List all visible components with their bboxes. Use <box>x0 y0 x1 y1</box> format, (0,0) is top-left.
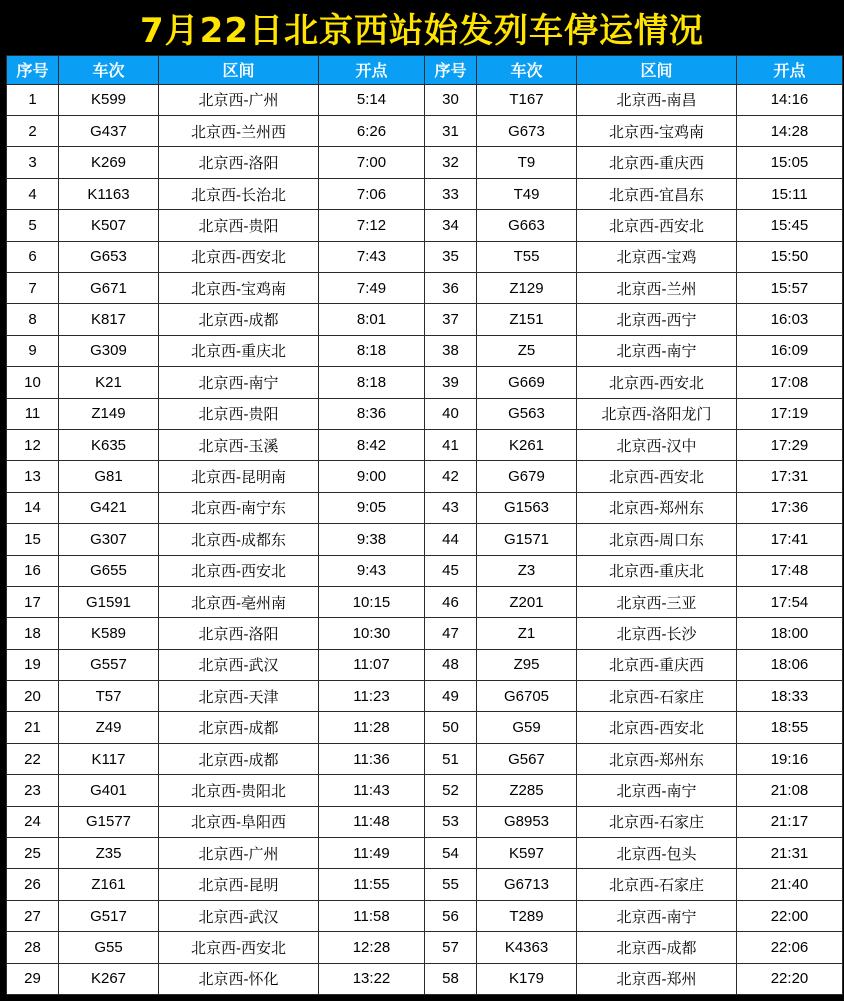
cell-route: 北京西-郑州东 <box>577 743 737 774</box>
cell-train-number: K589 <box>59 618 159 649</box>
cell-index: 34 <box>425 210 477 241</box>
cell-train-number: G655 <box>59 555 159 586</box>
cell-train-number: G1571 <box>477 524 577 555</box>
table-row <box>7 429 843 460</box>
cell-index: 40 <box>425 398 477 429</box>
cell-departure-time: 16:09 <box>737 335 843 366</box>
cell-train-number: T167 <box>477 84 577 115</box>
cell-index: 46 <box>425 586 477 617</box>
cell-departure-time: 10:30 <box>319 618 425 649</box>
cell-route: 北京西-南宁 <box>577 900 737 931</box>
cell-departure-time: 15:57 <box>737 273 843 304</box>
cell-train-number: K117 <box>59 743 159 774</box>
cell-route: 北京西-亳州南 <box>159 586 319 617</box>
cell-route: 北京西-兰州西 <box>159 116 319 147</box>
cell-train-number: K21 <box>59 367 159 398</box>
cell-train-number: K1163 <box>59 178 159 209</box>
table-row <box>7 524 843 555</box>
cell-route: 北京西-洛阳龙门 <box>577 398 737 429</box>
cell-index: 49 <box>425 681 477 712</box>
cell-departure-time: 17:08 <box>737 367 843 398</box>
cell-train-number: Z1 <box>477 618 577 649</box>
cell-route: 北京西-重庆西 <box>577 649 737 680</box>
cell-departure-time: 22:00 <box>737 900 843 931</box>
cell-index: 38 <box>425 335 477 366</box>
cell-train-number: G59 <box>477 712 577 743</box>
train-cancellation-table <box>6 55 843 995</box>
cell-route: 北京西-石家庄 <box>577 806 737 837</box>
cell-train-number: Z201 <box>477 586 577 617</box>
cell-train-number: G421 <box>59 492 159 523</box>
cell-route: 北京西-南昌 <box>577 84 737 115</box>
table-row <box>7 712 843 743</box>
cell-route: 北京西-包头 <box>577 838 737 869</box>
cell-train-number: G401 <box>59 775 159 806</box>
cell-departure-time: 18:55 <box>737 712 843 743</box>
schedule-table-container <box>0 55 844 1001</box>
cell-departure-time: 8:18 <box>319 335 425 366</box>
cell-route: 北京西-昆明 <box>159 869 319 900</box>
cell-train-number: G557 <box>59 649 159 680</box>
column-header-train-left: 车次 <box>59 55 159 84</box>
cell-index: 30 <box>425 84 477 115</box>
cell-departure-time: 17:48 <box>737 555 843 586</box>
cell-departure-time: 21:08 <box>737 775 843 806</box>
cell-departure-time: 17:36 <box>737 492 843 523</box>
table-row <box>7 618 843 649</box>
cell-departure-time: 11:58 <box>319 900 425 931</box>
cell-index: 55 <box>425 869 477 900</box>
cell-index: 54 <box>425 838 477 869</box>
cell-index: 13 <box>7 461 59 492</box>
cell-index: 42 <box>425 461 477 492</box>
cell-route: 北京西-天津 <box>159 681 319 712</box>
cell-route: 北京西-重庆北 <box>577 555 737 586</box>
cell-departure-time: 9:05 <box>319 492 425 523</box>
cell-route: 北京西-兰州 <box>577 273 737 304</box>
cell-departure-time: 17:29 <box>737 429 843 460</box>
cell-route: 北京西-广州 <box>159 84 319 115</box>
cell-departure-time: 11:23 <box>319 681 425 712</box>
cell-train-number: G309 <box>59 335 159 366</box>
cell-departure-time: 9:00 <box>319 461 425 492</box>
cell-route: 北京西-西安北 <box>577 712 737 743</box>
cell-departure-time: 8:18 <box>319 367 425 398</box>
cell-train-number: G567 <box>477 743 577 774</box>
table-row <box>7 304 843 335</box>
cell-index: 28 <box>7 932 59 963</box>
cell-train-number: Z95 <box>477 649 577 680</box>
cell-train-number: G8953 <box>477 806 577 837</box>
cell-route: 北京西-宝鸡南 <box>159 273 319 304</box>
cell-route: 北京西-贵阳北 <box>159 775 319 806</box>
cell-departure-time: 7:43 <box>319 241 425 272</box>
cell-route: 北京西-成都 <box>159 712 319 743</box>
cell-route: 北京西-石家庄 <box>577 869 737 900</box>
cell-index: 39 <box>425 367 477 398</box>
cell-departure-time: 7:06 <box>319 178 425 209</box>
cell-departure-time: 15:50 <box>737 241 843 272</box>
cell-index: 51 <box>425 743 477 774</box>
table-row <box>7 273 843 304</box>
column-header-route-right: 区间 <box>577 55 737 84</box>
cell-departure-time: 8:42 <box>319 429 425 460</box>
cell-departure-time: 12:28 <box>319 932 425 963</box>
table-header-row <box>7 55 843 84</box>
table-row <box>7 775 843 806</box>
cell-index: 48 <box>425 649 477 680</box>
cell-train-number: G1577 <box>59 806 159 837</box>
column-header-route-left: 区间 <box>159 55 319 84</box>
cell-train-number: Z285 <box>477 775 577 806</box>
cell-route: 北京西-西宁 <box>577 304 737 335</box>
cell-route: 北京西-西安北 <box>159 241 319 272</box>
cell-departure-time: 21:40 <box>737 869 843 900</box>
cell-index: 21 <box>7 712 59 743</box>
cell-departure-time: 21:31 <box>737 838 843 869</box>
cell-route: 北京西-洛阳 <box>159 618 319 649</box>
cell-train-number: T9 <box>477 147 577 178</box>
cell-departure-time: 5:14 <box>319 84 425 115</box>
cell-index: 35 <box>425 241 477 272</box>
table-row <box>7 649 843 680</box>
cell-index: 11 <box>7 398 59 429</box>
column-header-train-right: 车次 <box>477 55 577 84</box>
cell-route: 北京西-西安北 <box>159 932 319 963</box>
table-row <box>7 586 843 617</box>
cell-train-number: G6713 <box>477 869 577 900</box>
cell-departure-time: 22:20 <box>737 963 843 994</box>
cell-departure-time: 6:26 <box>319 116 425 147</box>
column-header-index-right: 序号 <box>425 55 477 84</box>
cell-train-number: Z3 <box>477 555 577 586</box>
cell-train-number: G6705 <box>477 681 577 712</box>
cell-index: 7 <box>7 273 59 304</box>
page-title: 7月22日北京西站始发列车停运情况 <box>140 10 704 51</box>
cell-index: 15 <box>7 524 59 555</box>
cell-train-number: G679 <box>477 461 577 492</box>
cell-train-number: G663 <box>477 210 577 241</box>
cell-route: 北京西-广州 <box>159 838 319 869</box>
table-row <box>7 900 843 931</box>
cell-departure-time: 17:41 <box>737 524 843 555</box>
cell-train-number: T55 <box>477 241 577 272</box>
table-row <box>7 461 843 492</box>
cell-index: 23 <box>7 775 59 806</box>
cell-departure-time: 11:07 <box>319 649 425 680</box>
cell-train-number: K261 <box>477 429 577 460</box>
cell-departure-time: 18:33 <box>737 681 843 712</box>
cell-route: 北京西-武汉 <box>159 649 319 680</box>
table-row <box>7 869 843 900</box>
cell-route: 北京西-三亚 <box>577 586 737 617</box>
cell-departure-time: 11:43 <box>319 775 425 806</box>
table-row <box>7 116 843 147</box>
cell-route: 北京西-南宁 <box>577 335 737 366</box>
table-row <box>7 367 843 398</box>
cell-departure-time: 21:17 <box>737 806 843 837</box>
cell-index: 33 <box>425 178 477 209</box>
cell-index: 12 <box>7 429 59 460</box>
cell-route: 北京西-贵阳 <box>159 398 319 429</box>
cell-departure-time: 15:11 <box>737 178 843 209</box>
cell-train-number: Z151 <box>477 304 577 335</box>
cell-index: 47 <box>425 618 477 649</box>
cell-index: 22 <box>7 743 59 774</box>
cell-route: 北京西-成都 <box>159 304 319 335</box>
cell-departure-time: 7:49 <box>319 273 425 304</box>
cell-departure-time: 11:28 <box>319 712 425 743</box>
cell-route: 北京西-周口东 <box>577 524 737 555</box>
cell-index: 57 <box>425 932 477 963</box>
table-row <box>7 743 843 774</box>
cell-route: 北京西-郑州 <box>577 963 737 994</box>
cell-departure-time: 18:00 <box>737 618 843 649</box>
cell-route: 北京西-玉溪 <box>159 429 319 460</box>
cell-route: 北京西-南宁东 <box>159 492 319 523</box>
cell-index: 43 <box>425 492 477 523</box>
cell-departure-time: 17:31 <box>737 461 843 492</box>
cell-departure-time: 9:38 <box>319 524 425 555</box>
cell-departure-time: 22:06 <box>737 932 843 963</box>
cell-index: 45 <box>425 555 477 586</box>
cell-train-number: K597 <box>477 838 577 869</box>
cell-route: 北京西-成都东 <box>159 524 319 555</box>
cell-departure-time: 9:43 <box>319 555 425 586</box>
cell-route: 北京西-宝鸡南 <box>577 116 737 147</box>
cell-route: 北京西-西安北 <box>159 555 319 586</box>
cell-train-number: K267 <box>59 963 159 994</box>
cell-departure-time: 14:28 <box>737 116 843 147</box>
cell-index: 24 <box>7 806 59 837</box>
column-header-time-left: 开点 <box>319 55 425 84</box>
table-row <box>7 492 843 523</box>
cell-train-number: G653 <box>59 241 159 272</box>
cell-index: 56 <box>425 900 477 931</box>
cell-train-number: Z35 <box>59 838 159 869</box>
cell-departure-time: 16:03 <box>737 304 843 335</box>
cell-index: 3 <box>7 147 59 178</box>
cell-index: 18 <box>7 618 59 649</box>
cell-train-number: G437 <box>59 116 159 147</box>
cell-train-number: G669 <box>477 367 577 398</box>
column-header-index-left: 序号 <box>7 55 59 84</box>
cell-index: 19 <box>7 649 59 680</box>
cell-train-number: T49 <box>477 178 577 209</box>
cell-index: 41 <box>425 429 477 460</box>
cell-route: 北京西-石家庄 <box>577 681 737 712</box>
cell-route: 北京西-贵阳 <box>159 210 319 241</box>
cell-route: 北京西-阜阳西 <box>159 806 319 837</box>
cell-train-number: Z149 <box>59 398 159 429</box>
table-row <box>7 210 843 241</box>
title-bar <box>0 0 844 55</box>
cell-route: 北京西-长沙 <box>577 618 737 649</box>
cell-train-number: G671 <box>59 273 159 304</box>
cell-index: 53 <box>425 806 477 837</box>
cell-index: 29 <box>7 963 59 994</box>
cell-route: 北京西-重庆北 <box>159 335 319 366</box>
cell-train-number: T57 <box>59 681 159 712</box>
table-row <box>7 84 843 115</box>
cell-index: 16 <box>7 555 59 586</box>
table-row <box>7 555 843 586</box>
cell-departure-time: 14:16 <box>737 84 843 115</box>
cell-train-number: K507 <box>59 210 159 241</box>
cell-departure-time: 17:54 <box>737 586 843 617</box>
cell-departure-time: 11:55 <box>319 869 425 900</box>
cell-departure-time: 10:15 <box>319 586 425 617</box>
cell-index: 4 <box>7 178 59 209</box>
cell-index: 58 <box>425 963 477 994</box>
table-row <box>7 147 843 178</box>
table-body <box>7 84 843 994</box>
cell-route: 北京西-郑州东 <box>577 492 737 523</box>
cell-route: 北京西-洛阳 <box>159 147 319 178</box>
cell-departure-time: 18:06 <box>737 649 843 680</box>
table-row <box>7 178 843 209</box>
cell-index: 37 <box>425 304 477 335</box>
cell-route: 北京西-武汉 <box>159 900 319 931</box>
cell-index: 9 <box>7 335 59 366</box>
cell-train-number: K635 <box>59 429 159 460</box>
cell-index: 1 <box>7 84 59 115</box>
cell-route: 北京西-南宁 <box>577 775 737 806</box>
cell-train-number: G563 <box>477 398 577 429</box>
table-row <box>7 398 843 429</box>
cell-route: 北京西-南宁 <box>159 367 319 398</box>
table-row <box>7 681 843 712</box>
cell-train-number: Z49 <box>59 712 159 743</box>
column-header-time-right: 开点 <box>737 55 843 84</box>
cell-departure-time: 7:12 <box>319 210 425 241</box>
cell-train-number: T289 <box>477 900 577 931</box>
cell-train-number: K817 <box>59 304 159 335</box>
cell-train-number: G517 <box>59 900 159 931</box>
cell-route: 北京西-重庆西 <box>577 147 737 178</box>
cell-index: 17 <box>7 586 59 617</box>
cell-departure-time: 7:00 <box>319 147 425 178</box>
cell-train-number: Z129 <box>477 273 577 304</box>
cell-route: 北京西-怀化 <box>159 963 319 994</box>
cell-train-number: Z161 <box>59 869 159 900</box>
cell-departure-time: 8:36 <box>319 398 425 429</box>
cell-route: 北京西-西安北 <box>577 461 737 492</box>
table-row <box>7 838 843 869</box>
cell-departure-time: 15:45 <box>737 210 843 241</box>
cell-index: 27 <box>7 900 59 931</box>
cell-train-number: Z5 <box>477 335 577 366</box>
cell-index: 6 <box>7 241 59 272</box>
cell-index: 20 <box>7 681 59 712</box>
table-row <box>7 963 843 994</box>
cell-index: 26 <box>7 869 59 900</box>
cell-train-number: K4363 <box>477 932 577 963</box>
cell-train-number: G1591 <box>59 586 159 617</box>
cell-route: 北京西-汉中 <box>577 429 737 460</box>
cell-train-number: G307 <box>59 524 159 555</box>
table-row <box>7 335 843 366</box>
cell-train-number: G673 <box>477 116 577 147</box>
cell-departure-time: 8:01 <box>319 304 425 335</box>
cell-index: 31 <box>425 116 477 147</box>
cell-departure-time: 11:48 <box>319 806 425 837</box>
cell-index: 10 <box>7 367 59 398</box>
cell-index: 36 <box>425 273 477 304</box>
cell-route: 北京西-西安北 <box>577 210 737 241</box>
cell-index: 5 <box>7 210 59 241</box>
cell-index: 52 <box>425 775 477 806</box>
cell-route: 北京西-长治北 <box>159 178 319 209</box>
cell-train-number: K179 <box>477 963 577 994</box>
cell-index: 32 <box>425 147 477 178</box>
cell-index: 50 <box>425 712 477 743</box>
cell-departure-time: 11:36 <box>319 743 425 774</box>
cell-train-number: G55 <box>59 932 159 963</box>
cell-train-number: G81 <box>59 461 159 492</box>
table-row <box>7 241 843 272</box>
cell-train-number: G1563 <box>477 492 577 523</box>
cell-train-number: K599 <box>59 84 159 115</box>
cell-train-number: K269 <box>59 147 159 178</box>
cell-index: 25 <box>7 838 59 869</box>
cell-route: 北京西-昆明南 <box>159 461 319 492</box>
cell-departure-time: 11:49 <box>319 838 425 869</box>
cell-departure-time: 19:16 <box>737 743 843 774</box>
cell-route: 北京西-宜昌东 <box>577 178 737 209</box>
cell-route: 北京西-西安北 <box>577 367 737 398</box>
cell-index: 8 <box>7 304 59 335</box>
cell-index: 14 <box>7 492 59 523</box>
cell-index: 2 <box>7 116 59 147</box>
cell-departure-time: 13:22 <box>319 963 425 994</box>
cell-index: 44 <box>425 524 477 555</box>
cell-route: 北京西-宝鸡 <box>577 241 737 272</box>
cell-departure-time: 17:19 <box>737 398 843 429</box>
cell-route: 北京西-成都 <box>159 743 319 774</box>
table-row <box>7 932 843 963</box>
table-row <box>7 806 843 837</box>
table-header <box>7 55 843 84</box>
cell-route: 北京西-成都 <box>577 932 737 963</box>
cell-departure-time: 15:05 <box>737 147 843 178</box>
